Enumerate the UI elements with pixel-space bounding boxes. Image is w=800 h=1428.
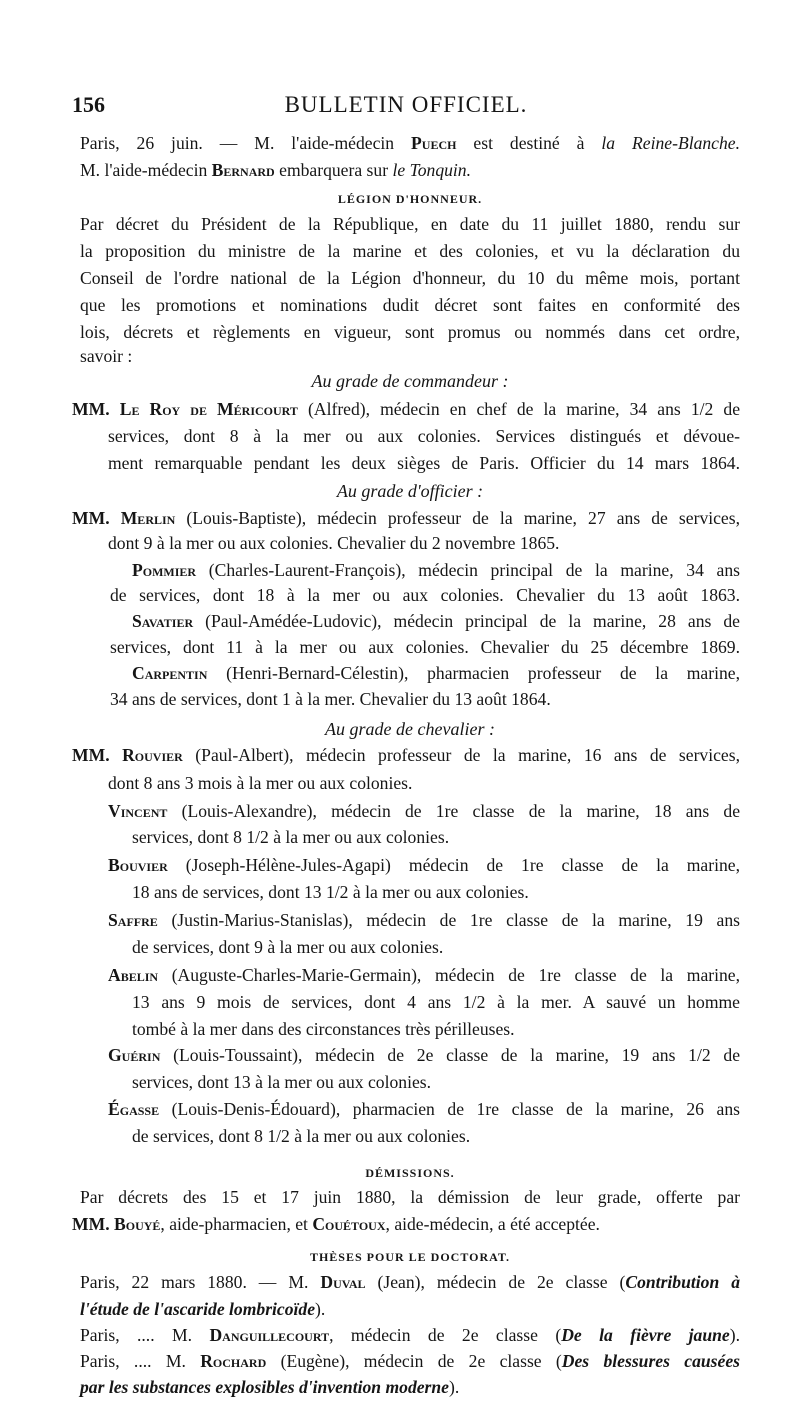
entry-line: Guérin (Louis-Toussaint), médecin de 2e classe de la marine, 19 ans 1/2 de (108, 1045, 740, 1065)
entry-line: dont 9 à la mer ou aux colonies. Chevalier du 2 novembre 1865. (108, 533, 560, 553)
entry-line: de services, dont 9 à la mer ou aux colonies. (132, 937, 444, 957)
running-title: BULLETIN OFFICIEL. (284, 92, 528, 117)
paragraph-line: que les promotions et nominations dudit décret sont faites en conformité des (80, 295, 740, 315)
entry-line: MM. Le Roy de Méricourt (Alfred), médecin en chef de la marine, 34 ans 1/2 de (72, 399, 740, 419)
entry-line: Carpentin (Henri-Bernard-Célestin), pharmacien professeur de la marine, (132, 663, 740, 683)
page-number: 156 (72, 92, 105, 117)
paragraph-line: Paris, .... M. Danguillecourt, médecin de 2e classe (De la fièvre jaune). (80, 1325, 740, 1345)
entry-line: 18 ans de services, dont 13 1/2 à la mer ou aux colonies. (132, 882, 529, 902)
paragraph-line: MM. Bouyé, aide-pharmacien, et Couétoux, aide-médecin, a été acceptée. (72, 1214, 600, 1234)
paragraph-line: par les substances explosibles d'invention moderne). (80, 1377, 460, 1397)
page-header (72, 92, 740, 122)
section-title: THÈSES POUR LE DOCTORAT. (309, 1250, 511, 1264)
entry-line: MM. Merlin (Louis-Baptiste), médecin professeur de la marine, 27 ans de services, (72, 508, 740, 528)
paragraph-line: savoir : (80, 346, 133, 366)
entry-line: services, dont 13 à la mer ou aux colonies. (132, 1072, 432, 1092)
paragraph-line: M. l'aide-médecin Bernard embarquera sur le Tonquin. (80, 160, 472, 180)
entry-line: services, dont 11 à la mer ou aux colonies. Chevalier du 25 décembre 1869. (110, 637, 740, 657)
paragraph-line: Par décrets des 15 et 17 juin 1880, la démission de leur grade, offerte par (80, 1187, 740, 1207)
paragraph-line: la proposition du ministre de la marine et des colonies, et vu la déclaration du (80, 241, 740, 261)
entry-line: Vincent (Louis-Alexandre), médecin de 1re classe de la marine, 18 ans de (108, 801, 740, 821)
entry-line: de services, dont 8 1/2 à la mer ou aux colonies. (132, 1126, 471, 1146)
paragraph-line: Paris, 22 mars 1880. — M. Duval (Jean), médecin de 2e classe (Contribution à (80, 1272, 740, 1292)
paragraph-line: l'étude de l'ascaride lombricoïde). (80, 1299, 326, 1319)
entry-line: MM. Rouvier (Paul-Albert), médecin professeur de la marine, 16 ans de services, (72, 745, 740, 765)
subsection-title: Au grade de chevalier : (325, 719, 495, 739)
paragraph-line: Conseil de l'ordre national de la Légion d'honneur, du 10 du même mois, portant (80, 268, 740, 288)
entry-line: services, dont 8 1/2 à la mer ou aux colonies. (132, 827, 450, 847)
entry-line: Bouvier (Joseph-Hélène-Jules-Agapi) médecin de 1re classe de la marine, (108, 855, 740, 875)
entry-line: ment remarquable pendant les deux sièges de Paris. Officier du 14 mars 1864. (108, 453, 740, 473)
paragraph-line: lois, décrets et règlements en vigueur, sont promus ou nommés dans cet ordre, (80, 322, 740, 342)
entry-line: 34 ans de services, dont 1 à la mer. Chevalier du 13 août 1864. (110, 689, 551, 709)
subsection-title: Au grade d'officier : (336, 481, 484, 501)
entry-line: Pommier (Charles-Laurent-François), médecin principal de la marine, 34 ans (132, 560, 740, 580)
entry-line: de services, dont 18 à la mer ou aux colonies. Chevalier du 13 août 1863. (110, 585, 740, 605)
entry-line: dont 8 ans 3 mois à la mer ou aux colonies. (108, 773, 413, 793)
section-title: LÉGION D'HONNEUR. (337, 192, 483, 206)
entry-line: services, dont 8 à la mer ou aux colonies. Services distingués et dévoue- (108, 426, 740, 446)
section-title: DÉMISSIONS. (365, 1166, 455, 1180)
entry-line: Saffre (Justin-Marius-Stanislas), médecin de 1re classe de la marine, 19 ans (108, 910, 740, 930)
entry-line: Abelin (Auguste-Charles-Marie-Germain), médecin de 1re classe de la marine, (108, 965, 740, 985)
entry-line: Savatier (Paul-Amédée-Ludovic), médecin principal de la marine, 28 ans de (132, 611, 740, 631)
entry-line: Égasse (Louis-Denis-Édouard), pharmacien de 1re classe de la marine, 26 ans (108, 1099, 740, 1119)
paragraph-line: Paris, 26 juin. — M. l'aide-médecin Puech est destiné à la Reine-Blanche. (80, 133, 740, 153)
paragraph-line: Par décret du Président de la République, en date du 11 juillet 1880, rendu sur (80, 214, 740, 234)
paragraph-line: Paris, .... M. Rochard (Eugène), médecin de 2e classe (Des blessures causées (80, 1351, 740, 1371)
entry-line: tombé à la mer dans des circonstances très périlleuses. (132, 1019, 515, 1039)
entry-line: 13 ans 9 mois de services, dont 4 ans 1/2 à la mer. A sauvé un homme (132, 992, 740, 1012)
subsection-title: Au grade de commandeur : (311, 371, 509, 391)
